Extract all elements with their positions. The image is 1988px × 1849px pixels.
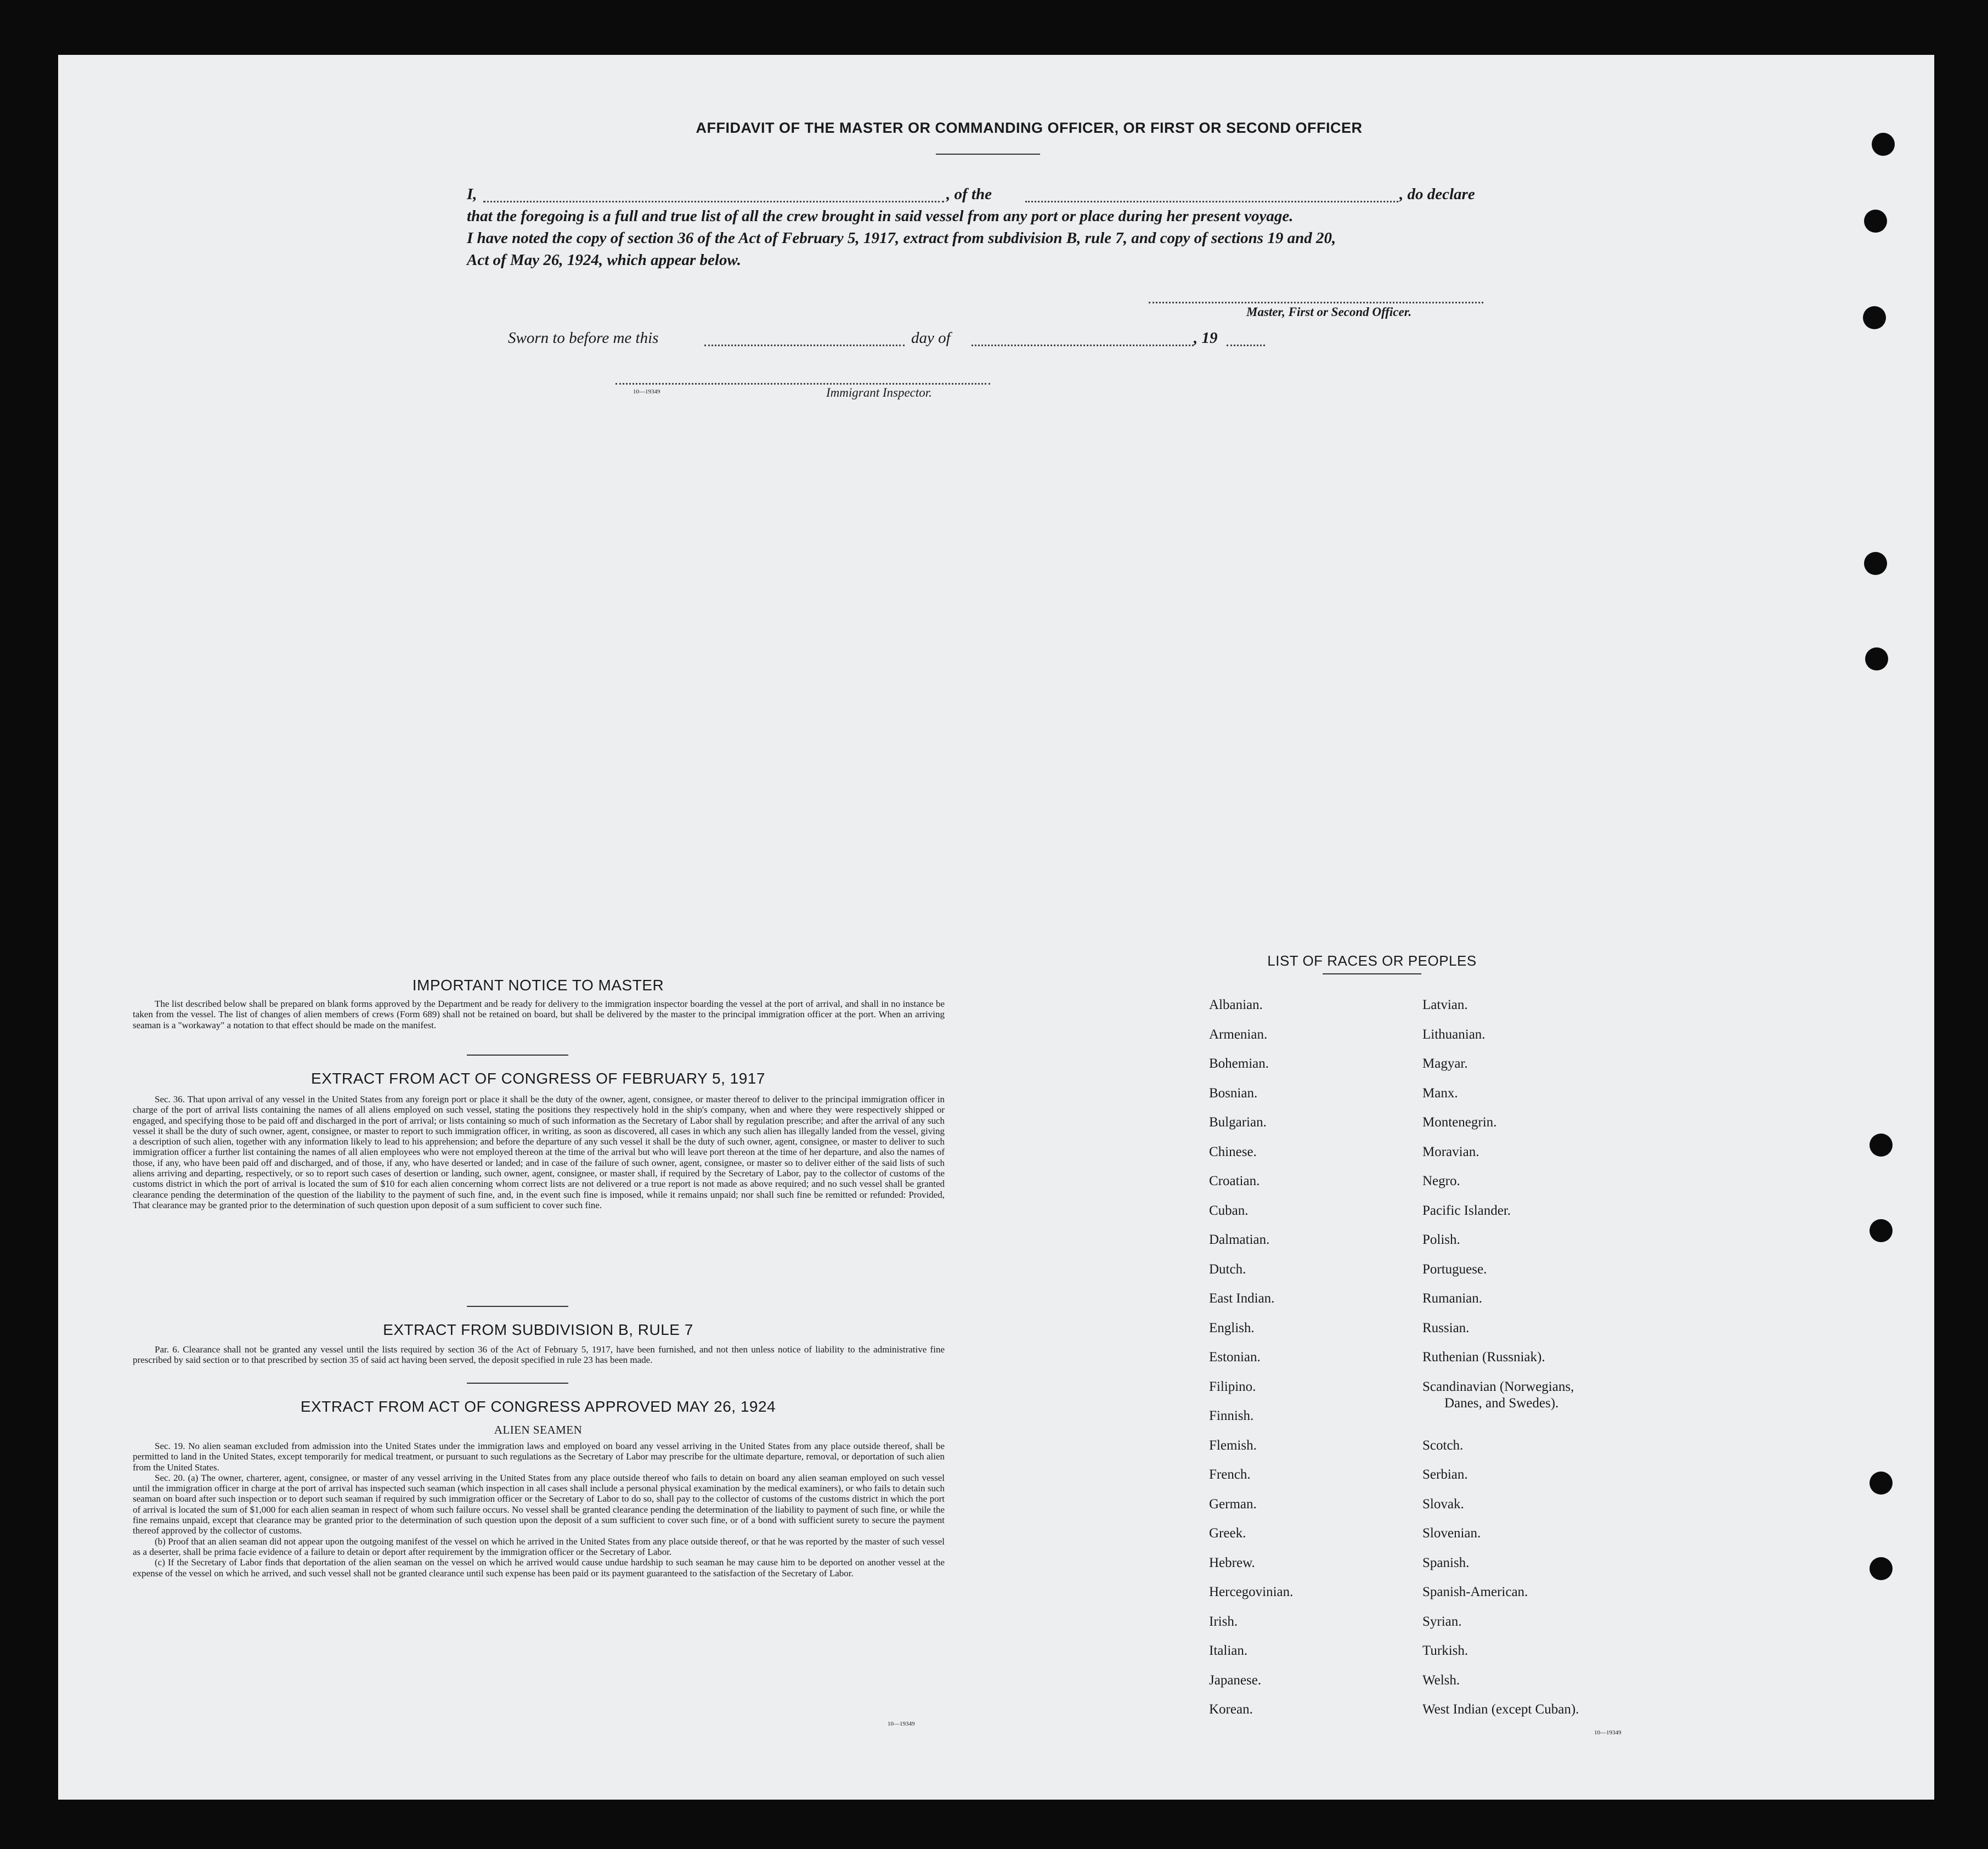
section-divider <box>467 1055 568 1056</box>
declaration-line-3: I have noted the copy of section 36 of the Act of February 5, 1917, extract from subdivision B, rule 7, and copy of sections 19 and 20, <box>467 229 1336 247</box>
declaration-line-1 <box>467 185 1558 204</box>
section-divider <box>467 1306 568 1307</box>
race-item: Bohemian. <box>1209 1056 1269 1071</box>
race-item: Danes, and Swedes). <box>1444 1395 1559 1411</box>
race-item: Slovenian. <box>1422 1526 1481 1541</box>
race-item: Armenian. <box>1209 1027 1268 1042</box>
race-item: Serbian. <box>1422 1467 1468 1482</box>
sworn-day-blank[interactable] <box>704 345 905 346</box>
affidavit-title: AFFIDAVIT OF THE MASTER OR COMMANDING OFFICER, OR FIRST OR SECOND OFFICER <box>696 120 1363 136</box>
notice-title: IMPORTANT NOTICE TO MASTER <box>412 977 664 994</box>
extract-1917-text <box>133 1094 945 1210</box>
section-divider <box>467 1383 568 1384</box>
sworn-year-blank[interactable] <box>1227 345 1265 346</box>
form-number-bottom-right: 10—19349 <box>1594 1729 1622 1736</box>
inspector-label: Immigrant Inspector. <box>826 386 932 399</box>
extract-rule7-title: EXTRACT FROM SUBDIVISION B, RULE 7 <box>383 1321 693 1338</box>
punch-hole <box>1864 552 1887 575</box>
race-item: Pacific Islander. <box>1422 1203 1511 1218</box>
race-item: Italian. <box>1209 1643 1248 1658</box>
of-the-label: , of the <box>946 185 992 203</box>
race-item: Latvian. <box>1422 997 1468 1012</box>
race-item: Polish. <box>1422 1232 1460 1247</box>
punch-hole <box>1865 647 1888 670</box>
race-item: West Indian (except Cuban). <box>1422 1702 1579 1717</box>
punch-hole <box>1870 1472 1893 1495</box>
notice-paragraph: The list described below shall be prepared on blank forms approved by the Department and be ready for delivery to the immigration inspector boarding the vessel at the port of arrival, and shall in no instance be taken from the vessel. The list of changes of alien members of crews (Form 689) shall not be retained on board, but shall be delivered by the master to the principal immigration officer at the port. When an arriving seaman is a "workaway" a notation to that effect should be made on the manifest. <box>133 999 945 1030</box>
section-20c-paragraph: (c) If the Secretary of Labor finds that deportation of the alien seaman on the vessel on which he arrived would cause undue hardship to such seaman he may cause him to be deported on another vessel at the expense of the vessel on which he arrived, and such vessel shall not be granted clearance until such expense has been paid or its payment guaranteed to the satisfaction of the Secretary of Labor. <box>133 1557 945 1579</box>
race-item: Spanish. <box>1422 1555 1470 1570</box>
race-item: Ruthenian (Russniak). <box>1422 1350 1545 1365</box>
race-item: Spanish-American. <box>1422 1585 1528 1599</box>
sworn-month-blank[interactable] <box>972 345 1194 346</box>
race-item: Greek. <box>1209 1526 1246 1541</box>
punch-hole <box>1870 1557 1893 1580</box>
punch-hole <box>1870 1219 1893 1242</box>
race-item: Moravian. <box>1422 1144 1479 1159</box>
year-prefix: , 19 <box>1194 329 1218 347</box>
race-item: Scotch. <box>1422 1438 1464 1453</box>
do-declare-label: , do declare <box>1399 185 1475 203</box>
race-item: French. <box>1209 1467 1251 1482</box>
section-36-paragraph: Sec. 36. That upon arrival of any vessel in the United States from any foreign port or place it shall be the duty of the owner, agent, consignee, or master thereof to deliver to the principal immigration officer in charge of the port of arrival lists containing the names of all aliens employed on such vessel, stating the positions they respectively hold in the ship's company, when and where they were respectively shipped or engaged, and specifying those to be paid off and discharged in the port of arrival; or lists containing so much of such information as the Secretary of Labor shall by regulation prescribe; and after the arrival of any such vessel it shall be the duty of such owner, agent, consignee, or master to report to such immigration officer, in writing, as soon as discovered, all cases in which any such alien has illegally landed from the vessel, giving a description of such alien, together with any information likely to lead to his apprehension; and before the departure of any such vessel it shall be the duty of such owner, agent, consignee, or master to deliver to such immigration officer a further list containing the names of all alien employees who were not employed thereon at the time of the arrival but who will leave port thereon at the time of her departure, and also the names of those, if any, who have been paid off and discharged, and of those, if any, who have deserted or landed; and in case of the failure of such owner, agent, consignee, or master so to deliver either of the said lists of such aliens arriving and departing, respectively, or so to report such cases of desertion or landing, such owner, agent, consignee, or master shall, if required by the Secretary of Labor, pay to the collector of customs of the customs district in which the port of arrival is located the sum of $10 for each alien concerning whom correct lists are not delivered or a true report is not made as above required; and no such vessel shall be granted clearance pending the determination of the question of the liability to the payment of such fine, and, in the event such fine is imposed, while it remains unpaid; nor shall such fine be remitted or refunded: Provided, That clearance may be granted prior to the determination of such question upon deposit of a sum sufficient to cover such fine. <box>133 1094 945 1210</box>
master-signature-blank[interactable] <box>1149 302 1483 303</box>
section-20b-paragraph: (b) Proof that an alien seaman did not appear upon the outgoing manifest of the vessel on which he arrived in the United States from any place outside thereof, or that he was reported by the master of such vessel as a deserter, shall be prima facie evidence of a failure to detain or deport after requirement by the immigration officer or the Secretary of Labor. <box>133 1536 945 1557</box>
race-item: East Indian. <box>1209 1291 1275 1306</box>
declaration-line-2: that the foregoing is a full and true list of all the crew brought in said vessel from any port or place during her present voyage. <box>467 207 1294 225</box>
races-column-2 <box>1422 997 1579 1732</box>
race-item: Magyar. <box>1422 1056 1468 1071</box>
races-title-divider <box>1323 973 1421 974</box>
extract-1917-title: EXTRACT FROM ACT OF CONGRESS OF FEBRUARY 5, 1917 <box>311 1070 765 1087</box>
race-item: Montenegrin. <box>1422 1115 1497 1130</box>
race-item: Albanian. <box>1209 997 1263 1012</box>
name-blank[interactable] <box>483 201 944 202</box>
declaration-line-4: Act of May 26, 1924, which appear below. <box>467 251 741 269</box>
race-item: Filipino. <box>1209 1379 1256 1394</box>
punch-hole <box>1863 306 1886 329</box>
race-item: Negro. <box>1422 1174 1460 1188</box>
punch-hole <box>1870 1134 1893 1157</box>
race-item: Lithuanian. <box>1422 1027 1486 1042</box>
races-column-1 <box>1209 997 1293 1732</box>
race-item: Dutch. <box>1209 1261 1246 1277</box>
alien-seamen-subtitle: ALIEN SEAMEN <box>494 1423 583 1436</box>
race-item: Manx. <box>1422 1085 1458 1101</box>
vessel-blank[interactable] <box>1025 201 1398 202</box>
race-item: Syrian. <box>1422 1614 1462 1629</box>
race-item: Slovak. <box>1422 1496 1464 1512</box>
master-signature-label: Master, First or Second Officer. <box>1246 305 1412 319</box>
race-item: Russian. <box>1422 1320 1470 1335</box>
race-item: German. <box>1209 1496 1257 1512</box>
race-item: Cuban. <box>1209 1203 1249 1218</box>
punch-hole <box>1864 210 1887 233</box>
race-item: Croatian. <box>1209 1174 1260 1188</box>
race-item: Turkish. <box>1422 1643 1469 1658</box>
form-number-bottom-left: 10—19349 <box>888 1721 915 1727</box>
race-item: Chinese. <box>1209 1144 1257 1159</box>
race-item: Rumanian. <box>1422 1291 1483 1306</box>
races-list-title: LIST OF RACES OR PEOPLES <box>1267 952 1477 969</box>
declaration-i: I, <box>467 185 477 203</box>
race-item: Irish. <box>1209 1614 1238 1629</box>
race-item: Hebrew. <box>1209 1555 1255 1570</box>
inspector-signature-blank[interactable] <box>615 383 990 385</box>
day-of-label: day of <box>911 329 951 347</box>
form-number-top: 10—19349 <box>633 388 660 395</box>
document-page <box>58 55 1934 1800</box>
title-divider <box>936 154 1040 155</box>
rule7-paragraph: Par. 6. Clearance shall not be granted any vessel until the lists required by section 36 of the Act of February 5, 1917, have been furnished, and not then unless notice of liability to the administrative fine prescribed by said section or to that prescribed by section 35 of said act having been served, the deposit specified in rule 23 has been made. <box>133 1344 945 1366</box>
race-item: English. <box>1209 1320 1255 1335</box>
race-item: Bosnian. <box>1209 1085 1258 1101</box>
race-item: Hercegovinian. <box>1209 1585 1294 1599</box>
section-19-paragraph: Sec. 19. No alien seaman excluded from admission into the United States under the immigration laws and employed on board any vessel arriving in the United States from any place outside thereof, shall be permitted to land in the United States, except temporarily for medical treatment, or pursuant to such regulations as the Secretary of Labor may prescribe for the ultimate departure, removal, or deportation of such alien from the United States. <box>133 1441 945 1473</box>
race-item: Japanese. <box>1209 1672 1262 1688</box>
section-20a-paragraph: Sec. 20. (a) The owner, charterer, agent, consignee, or master of any vessel arriving in the United States from any place outside thereof who fails to detain on board any alien seaman employed on such vessel until the immigration officer in charge at the port of arrival has inspected such seaman (which inspection in all cases shall include a personal physical examination by the medical examiners), or who fails to detain such seaman on board after such inspection or to deport such seaman if required by such immigration officer or the Secretary of Labor to do so, shall pay to the collector of customs of the customs district in which the port of arrival is located the sum of $1,000 for each alien seaman in respect of whom such failure occurs. No vessel shall be granted clearance pending the determination of the liability to payment of such fine, or while the fine remains unpaid, except that clearance may be granted prior to the determination of such question upon the deposit of a sum sufficient to cover such fine, or of a bond with sufficient surety to secure the payment thereof approved by the collector of customs. <box>133 1472 945 1536</box>
race-item: Finnish. <box>1209 1408 1254 1423</box>
notice-text <box>133 999 945 1030</box>
punch-hole <box>1872 133 1895 156</box>
race-item: Korean. <box>1209 1702 1253 1717</box>
race-item: Scandinavian (Norwegians, <box>1422 1379 1574 1394</box>
extract-rule7-text <box>133 1344 945 1366</box>
race-item: Welsh. <box>1422 1672 1460 1688</box>
extract-1924-text <box>133 1441 945 1579</box>
race-item: Bulgarian. <box>1209 1115 1267 1130</box>
extract-1924-title: EXTRACT FROM ACT OF CONGRESS APPROVED MAY 26, 1924 <box>300 1398 776 1415</box>
race-item: Portuguese. <box>1422 1261 1487 1277</box>
race-item: Flemish. <box>1209 1438 1257 1453</box>
sworn-label: Sworn to before me this <box>508 329 659 347</box>
race-item: Dalmatian. <box>1209 1232 1270 1247</box>
race-item: Estonian. <box>1209 1350 1261 1365</box>
